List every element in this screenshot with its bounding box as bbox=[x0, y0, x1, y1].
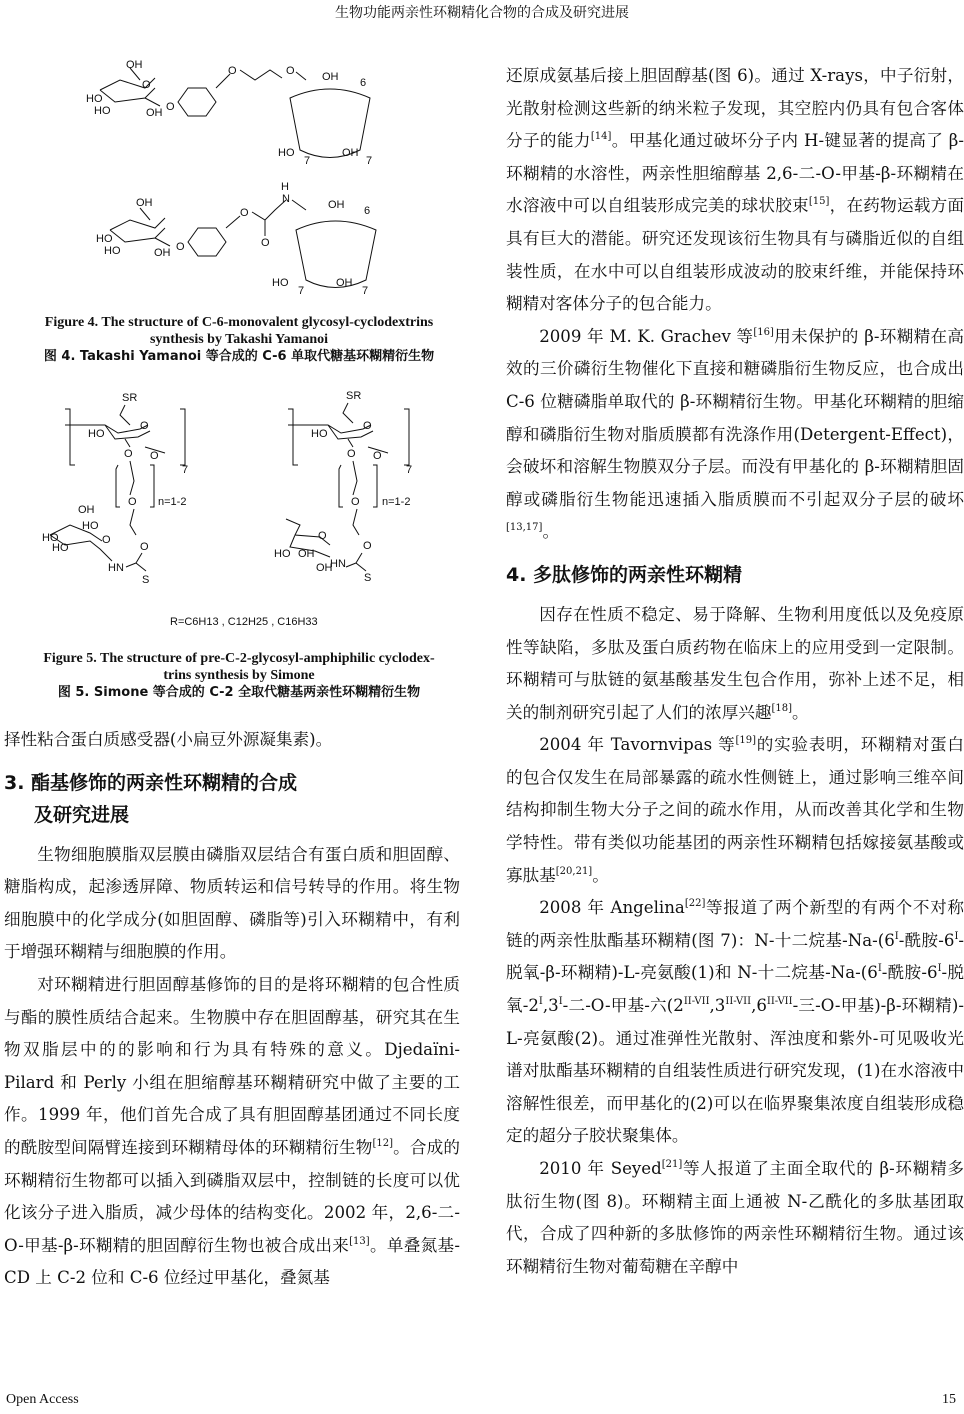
paragraph bbox=[4, 839, 460, 969]
citation-superscript: [12] bbox=[372, 1137, 394, 1149]
text-run: 还原成氨基后接上胆固醇基(图 6)。通过 X-rays，中子衍射，光散射检测这些新的纳米粒子发现，其空腔内仍具有包合客体分子的能力 bbox=[506, 66, 964, 151]
svg-text:7: 7 bbox=[304, 155, 311, 167]
svg-text:O: O bbox=[142, 79, 151, 91]
paragraph bbox=[506, 892, 964, 1153]
svg-text:O: O bbox=[140, 541, 149, 553]
svg-text:N: N bbox=[282, 193, 290, 205]
svg-text:OH: OH bbox=[316, 562, 333, 574]
text-run: 2004 年 Tavornvipas 等 bbox=[539, 735, 736, 755]
text-run: 等人报道了主面全取代的 β-环糊精多肽衍生物(图 8)。环糊精主面上通被 N-乙酰化的多肽基团取代，合成了四种新的多肽修饰的两亲性环糊精衍生物。通过该环糊精衍生物对葡萄糖在辛醇中 bbox=[506, 1159, 964, 1276]
svg-text:HO: HO bbox=[42, 532, 59, 544]
svg-text:O: O bbox=[176, 241, 185, 253]
paragraph bbox=[506, 599, 964, 729]
citation-superscript: [13] bbox=[349, 1235, 370, 1247]
svg-text:O: O bbox=[150, 450, 159, 462]
section-4-heading: 4. 多肽修饰的两亲性环糊精 bbox=[506, 563, 743, 586]
citation-superscript: I bbox=[954, 930, 959, 942]
citation-superscript: [18] bbox=[771, 702, 793, 714]
structure-5a bbox=[42, 392, 188, 586]
citation-superscript: I bbox=[538, 996, 543, 1008]
svg-text:O: O bbox=[347, 448, 356, 460]
citation-superscript: I bbox=[894, 930, 899, 942]
svg-text:O: O bbox=[351, 496, 360, 508]
r-group-definition: R=C6H13 , C12H25 , C16H33 bbox=[170, 616, 318, 628]
svg-text:S: S bbox=[364, 572, 372, 584]
text-run: 。单叠氮基-CD 上 C-2 位和 C-6 位经过甲基化，叠氮基 bbox=[4, 1235, 461, 1288]
citation-superscript: II-VII bbox=[766, 996, 793, 1008]
svg-text:O: O bbox=[240, 207, 249, 219]
text-run: 。合成的环糊精衍生物都可以插入到磷脂双层中，控制链的长度可以优化该分子进入脂质，减少母体的结构变化。2002 年，2,6-二-O-甲基-β-环糊精的胆固醇衍生物也被合成出来 bbox=[4, 1137, 461, 1255]
svg-text:HO: HO bbox=[82, 520, 99, 532]
svg-text:HO: HO bbox=[52, 542, 69, 554]
running-header: 生物功能两亲性环糊精化合物的合成及研究进展 bbox=[335, 5, 629, 21]
text-run: ,3 bbox=[542, 996, 559, 1016]
structure-4b bbox=[96, 181, 376, 297]
svg-text:7: 7 bbox=[182, 464, 189, 476]
svg-text:OH: OH bbox=[126, 59, 143, 71]
svg-text:O: O bbox=[363, 540, 372, 552]
figure-5-caption bbox=[0, 650, 478, 701]
citation-superscript: [16] bbox=[753, 326, 774, 338]
citation-superscript: I bbox=[937, 963, 942, 975]
svg-text:O: O bbox=[228, 65, 237, 77]
text-run: ,3 bbox=[709, 996, 726, 1016]
svg-text:OH: OH bbox=[328, 199, 345, 211]
structure-4a bbox=[86, 59, 372, 167]
svg-text:O: O bbox=[166, 101, 175, 113]
svg-text:OH: OH bbox=[336, 277, 353, 289]
svg-text:7: 7 bbox=[366, 155, 373, 167]
paragraph bbox=[506, 729, 964, 892]
figure-4-caption bbox=[0, 314, 478, 365]
citation-superscript: I bbox=[558, 996, 563, 1008]
text-run: -三-O-甲基)-β-环糊精)-L-亮氨酸(2)。通过准弹性光散射、浑浊度和紫外-可见吸收光谱对肽酯基环糊精的自组装性质进行研究发现，(1)在水溶液中溶解性很差，而甲基化的(2)可以在临界聚集浓度自组装形成稳定的超分子胶状聚集体。 bbox=[506, 996, 964, 1146]
text-run: 用未保护的 β-环糊精在高效的三价磷衍生物催化下直接和糖磷脂衍生物反应，也合成出 C-6 位糖磷脂单取代的 β-环糊精衍生物。甲基化环糊精的胆缩醇和磷脂衍生物对脂质膜都有洗涤作用(Detergent-Effect)，会破坏和溶解生物膜双分子层。而没有甲基化的 β-环糊精胆固醇或磷脂衍生物能迅速插入脂质膜而不引起双分子层的破坏 bbox=[506, 326, 964, 509]
svg-text:O: O bbox=[373, 450, 382, 462]
text-run: 2010 年 Seyed bbox=[539, 1159, 662, 1178]
svg-text:HN: HN bbox=[108, 562, 124, 574]
svg-text:OH: OH bbox=[298, 548, 315, 560]
caption-zh: 图 5. Simone 等合成的 C-2 全取代糖基两亲性环糊精衍生物 bbox=[57, 685, 421, 700]
text-run: 的实验表明，环糊精对蛋白的包合仅发生在局部暴露的疏水性侧链上，通过影响三维卒间结构抑制生物大分子之间的疏水作用，从而改善其化学和生物学特性。带有类似功能基团的两亲性环糊精包括嫁接氨基酸或寡肽基 bbox=[506, 735, 964, 885]
citation-superscript: II-VII bbox=[725, 996, 752, 1008]
citation-superscript: [14] bbox=[590, 131, 612, 143]
svg-text:O: O bbox=[261, 237, 270, 249]
text-run: ,6 bbox=[751, 996, 767, 1016]
svg-text:O: O bbox=[102, 534, 111, 546]
svg-text:OH: OH bbox=[136, 197, 153, 209]
figure-4-structures bbox=[60, 40, 420, 310]
svg-text:HO: HO bbox=[86, 93, 103, 105]
svg-text:6: 6 bbox=[364, 205, 371, 217]
svg-text:O: O bbox=[124, 448, 133, 460]
text-run: -酰胺-6 bbox=[881, 963, 938, 983]
svg-text:OH: OH bbox=[146, 107, 163, 119]
svg-text:OH: OH bbox=[78, 504, 95, 516]
caption-zh: 图 4. Takashi Yamanoi 等合成的 C-6 单取代糖基环糊精衍生物 bbox=[43, 349, 435, 364]
structure-5b bbox=[274, 390, 412, 584]
svg-text:n=1-2: n=1-2 bbox=[382, 496, 411, 508]
paragraph bbox=[506, 321, 964, 549]
left-column bbox=[4, 724, 460, 1295]
caption-en-line1: Figure 5. The structure of pre-C-2-glycosyl-amphiphilic cyclodex- bbox=[43, 651, 435, 666]
svg-text:7: 7 bbox=[298, 285, 305, 297]
paragraph bbox=[4, 969, 460, 1295]
text-run: 因存在性质不稳定、易于降解、生物利用度低以及免疫原性等缺陷，多肽及蛋白质药物在临床上的应用受到一定限制。环糊精可与肽链的氨基酸基发生包合作用，弥补上述不足，相关的制剂研究引起了人们的浓厚兴趣 bbox=[506, 604, 964, 722]
text-run: 2009 年 M. K. Grachev 等 bbox=[539, 326, 754, 346]
text-run: 。甲基化通过破坏分子内 H-键显著的提高了 β-环糊精的水溶性，两亲性胆缩醇基 2,6-二-O-甲基-β-环糊精在水溶液中可以自组装形成完美的球状胶束 bbox=[506, 131, 964, 216]
svg-text:HO: HO bbox=[274, 548, 291, 560]
text-run: -酰胺-6 bbox=[898, 930, 955, 950]
text-run: -脱氧-β-环糊精)-L-亮氨酸(1)和 N-十二烷基-Na-(6 bbox=[506, 930, 964, 983]
svg-text:O: O bbox=[318, 530, 327, 542]
paragraph bbox=[4, 724, 460, 757]
svg-text:OH: OH bbox=[154, 247, 171, 259]
text-run: -二-O-甲基-六(2 bbox=[562, 996, 684, 1016]
caption-en-line2: synthesis by Takashi Yamanoi bbox=[149, 332, 329, 347]
paragraph bbox=[506, 60, 964, 321]
svg-text:O: O bbox=[286, 65, 295, 77]
text-run: 对环糊精进行胆固醇基修饰的目的是将环糊精的包合性质与酯的膜性质结合起来。生物膜中存在胆固醇基，研究其在生物双脂层中的的影响和行为具有特殊的意义。Djedaïni-Pilard 和 Perly 小组在胆缩醇基环糊精研究中做了主要的工作。1999 年，他们首先合成了具有胆固醇基团通过不同长度的酰胺型间隔臂连接到环糊精母体的环糊精衍生物 bbox=[4, 974, 460, 1157]
svg-text:HO: HO bbox=[104, 245, 121, 257]
citation-superscript: [20,21] bbox=[555, 865, 593, 877]
svg-text:n=1-2: n=1-2 bbox=[158, 496, 187, 508]
svg-text:7: 7 bbox=[362, 285, 369, 297]
svg-text:OH: OH bbox=[342, 147, 359, 159]
svg-text:HO: HO bbox=[88, 428, 105, 440]
svg-text:H: H bbox=[281, 181, 289, 193]
caption-en-line1: Figure 4. The structure of C-6-monovalent glycosyl-cyclodextrins bbox=[44, 315, 434, 330]
citation-superscript: [13,17] bbox=[506, 522, 543, 534]
svg-text:O: O bbox=[128, 496, 137, 508]
svg-text:S: S bbox=[142, 574, 150, 586]
svg-text:HO: HO bbox=[96, 233, 113, 245]
heading-line1: 3. 酯基修饰的两亲性环糊精的合成 bbox=[4, 771, 298, 794]
svg-text:HO: HO bbox=[311, 428, 328, 440]
text-run: 等报道了两个新型的有两个不对称链的两亲性肽酯基环糊精(图 7)：N-十二烷基-Na-(6 bbox=[506, 898, 964, 950]
citation-superscript: [15] bbox=[808, 196, 830, 208]
svg-text:HO: HO bbox=[278, 147, 295, 159]
svg-text:O: O bbox=[140, 420, 149, 432]
svg-text:O: O bbox=[363, 420, 372, 432]
svg-text:HN: HN bbox=[330, 558, 346, 570]
text-run: 。 bbox=[792, 702, 809, 722]
right-column bbox=[506, 60, 964, 1283]
paragraph bbox=[506, 1153, 964, 1283]
page-number: 15 bbox=[942, 1392, 956, 1407]
heading-line2: 及研究进展 bbox=[34, 803, 130, 826]
svg-text:SR: SR bbox=[346, 390, 362, 402]
svg-text:OH: OH bbox=[322, 71, 339, 83]
footer-open-access: Open Access bbox=[6, 1392, 79, 1407]
text-run: ，在药物运载方面具有巨大的潜能。研究还发现该衍生物具有与磷脂近似的自组装性质，在水中可以自组装形成波动的胶束纤维，并能保持环糊精对客体分子的包合能力。 bbox=[506, 196, 964, 314]
citation-superscript: I bbox=[877, 963, 882, 975]
citation-superscript: [22] bbox=[684, 898, 706, 910]
svg-text:SR: SR bbox=[122, 392, 138, 404]
svg-text:HO: HO bbox=[94, 105, 111, 117]
text-run: -脱氧-2 bbox=[506, 963, 964, 1016]
citation-superscript: II-VII bbox=[683, 996, 710, 1008]
text-run: 。 bbox=[592, 865, 609, 885]
section-3-heading bbox=[4, 767, 460, 831]
caption-en-line2: trins synthesis by Simone bbox=[163, 668, 315, 683]
text-run: 生物细胞膜脂双层膜由磷脂双层结合有蛋白质和胆固醇、糖脂构成，起渗透屏障、物质转运和信号转导的作用。将生物细胞膜中的化学成分(如胆固醇、磷脂等)引入环糊精中，有利于增强环糊精与细胞膜的作用。 bbox=[4, 844, 460, 962]
svg-text:HO: HO bbox=[272, 277, 289, 289]
text-run: 择性粘合蛋白质感受器(小扁豆外源凝集素)。 bbox=[4, 730, 333, 749]
figure-5-structures bbox=[30, 385, 450, 635]
citation-superscript: [19] bbox=[735, 735, 757, 747]
text-run: 。 bbox=[542, 522, 560, 542]
svg-text:6: 6 bbox=[360, 77, 367, 89]
citation-superscript: [21] bbox=[661, 1159, 683, 1170]
text-run: 2008 年 Angelina bbox=[539, 898, 685, 918]
svg-text:7: 7 bbox=[406, 464, 413, 476]
